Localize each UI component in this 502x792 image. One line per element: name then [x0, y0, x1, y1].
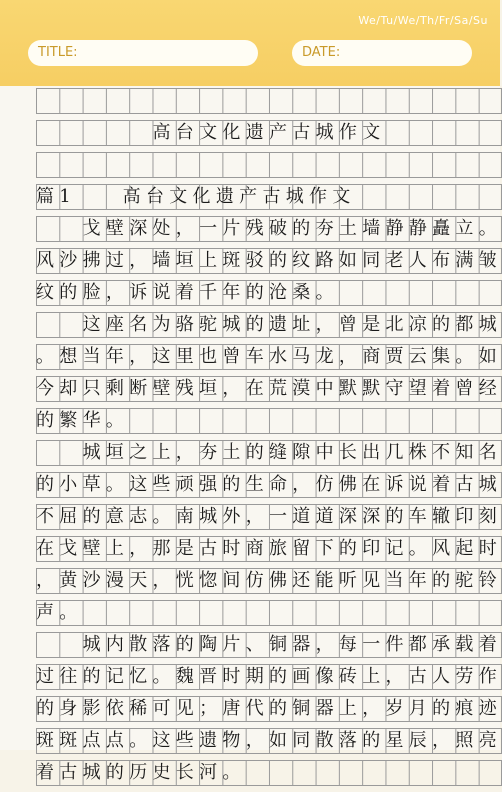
grid-row [36, 536, 502, 562]
grid-row [36, 664, 502, 690]
row-text: 城垣之上，夯土的缝隙中长出几株不知名 [36, 442, 502, 463]
grid-row [36, 568, 502, 594]
row-text: 戈壁深处，一片残破的夯土墙静静矗立。 [36, 218, 502, 239]
essay-grid [36, 88, 502, 792]
title-field[interactable]: TITLE: [28, 40, 258, 66]
header-banner [0, 0, 500, 86]
grid-row [36, 184, 502, 210]
grid-row [36, 408, 502, 434]
row-text: 高台文化遗产古城作文 [36, 122, 386, 143]
row-text: 纹的脸，诉说着千年的沧桑。 [36, 282, 339, 303]
grid-row [36, 440, 502, 466]
grid-row [36, 504, 502, 530]
row-text: 风沙拂过，墙垣上斑驳的纹路如同老人布满皱 [36, 250, 502, 271]
grid-row [36, 88, 502, 114]
row-text: 篇1 高台文化遗产古城作文 [36, 186, 356, 207]
row-text: 的小草。这些顽强的生命，仿佛在诉说着古城 [36, 474, 502, 495]
grid-row [36, 760, 502, 786]
grid-row [36, 696, 502, 722]
row-text: 城内散落的陶片、铜器，每一件都承载着 [36, 634, 502, 655]
row-text: 着古城的历史长河。 [36, 762, 246, 783]
grid-row [36, 728, 502, 754]
grid-row [36, 632, 502, 658]
weekday-selector: We/Tu/We/Th/Fr/Sa/Su [358, 14, 488, 27]
grid-row [36, 600, 502, 626]
grid-row [36, 472, 502, 498]
row-text: 的身影依稀可见；唐代的铜器上，岁月的痕迹 [36, 698, 502, 719]
grid-row [36, 280, 502, 306]
grid-row [36, 216, 502, 242]
date-field[interactable]: DATE: [292, 40, 472, 66]
grid-row [36, 376, 502, 402]
grid-row [36, 344, 502, 370]
grid-row [36, 152, 502, 178]
grid-row [36, 120, 502, 146]
row-text: 今却只剩断壁残垣，在荒漠中默默守望着曾经 [36, 378, 502, 399]
grid-row [36, 312, 502, 338]
grid-row [36, 248, 502, 274]
row-text: 的繁华。 [36, 410, 130, 431]
row-text: 。想当年，这里也曾车水马龙，商贾云集。如 [36, 346, 502, 367]
row-text: 这座名为骆驼城的遗址，曾是北凉的都城 [36, 314, 502, 335]
row-text: 过往的记忆。魏晋时期的画像砖上，古人劳作 [36, 666, 502, 687]
row-text: 在戈壁上，那是古时商旅留下的印记。风起时 [36, 538, 502, 559]
row-text: 声。 [36, 602, 83, 623]
row-text: ，黄沙漫天，恍惚间仿佛还能听见当年的驼铃 [36, 570, 502, 591]
row-text: 不屈的意志。南城外，一道道深深的车辙印刻 [36, 506, 502, 527]
row-text: 斑斑点点。这些遗物，如同散落的星辰，照亮 [36, 730, 502, 751]
